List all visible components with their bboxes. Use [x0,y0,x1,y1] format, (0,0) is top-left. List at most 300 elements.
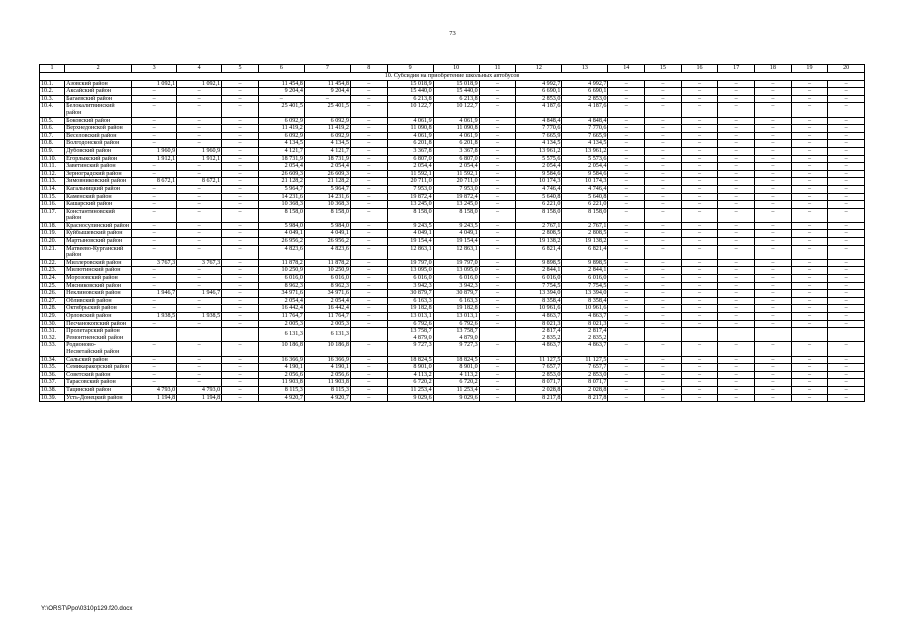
value-cell: – [828,117,865,125]
value-cell: 6 213,8 [387,95,433,103]
value-cell: – [791,282,828,290]
value-cell: – [222,259,259,267]
value-cell: – [755,267,792,275]
value-cell: 8 158,0 [387,208,433,222]
value-cell: – [608,290,645,298]
value-cell: – [791,379,828,387]
value-cell: 13 013,1 [387,313,433,321]
value-cell: – [350,386,387,394]
value-cell: – [755,290,792,298]
value-cell: – [222,364,259,372]
value-cell: 5 984,0 [304,222,350,230]
value-cell: 1 194,8 [177,394,222,402]
value-cell: – [828,185,865,193]
value-cell: – [132,371,177,379]
district-name-cell: Тацинский район [65,386,132,394]
value-cell: – [645,313,682,321]
value-cell: – [718,320,755,328]
value-cell [645,328,682,342]
value-cell: – [791,259,828,267]
value-cell: – [755,379,792,387]
value-cell: – [755,117,792,125]
value-cell: 10 174,3 [516,178,562,186]
value-cell: – [479,313,516,321]
table-row [40,222,865,230]
value-cell: – [608,178,645,186]
value-cell: – [479,245,516,259]
document-file-path: Y:\ORST\Ppo\0310p129.f20.docx [41,605,133,612]
value-cell: – [718,290,755,298]
value-cell: – [479,238,516,246]
value-cell: – [645,230,682,238]
value-cell: – [350,103,387,117]
value-cell: 13 961,2 [562,147,608,155]
value-cell: – [828,222,865,230]
value-cell: – [177,379,222,387]
value-cell: 2 853,0 [516,95,562,103]
value-cell: – [791,364,828,372]
value-cell: 1 912,1 [177,155,222,163]
value-cell: 6 201,8 [433,140,479,148]
value-cell: 4 823,6 [258,245,304,259]
value-cell: 3 942,3 [433,282,479,290]
value-cell: – [479,275,516,283]
value-cell: – [791,208,828,222]
value-cell: 5 640,8 [516,193,562,201]
value-cell: – [755,125,792,133]
value-cell: – [608,371,645,379]
value-cell: 6 792,6 [387,320,433,328]
value-cell: – [645,394,682,402]
table-row [40,230,865,238]
value-cell: – [755,305,792,313]
table-row [40,386,865,394]
section-title-row [40,73,865,81]
value-cell: – [718,222,755,230]
value-cell: 1 946,7 [177,290,222,298]
value-cell: – [645,155,682,163]
value-cell: 6 720,2 [387,379,433,387]
value-cell: – [645,222,682,230]
district-name-cell: Боковский район [65,117,132,125]
value-cell: – [645,178,682,186]
value-cell [479,328,516,342]
value-cell: 6 807,0 [433,155,479,163]
value-cell: 8 158,0 [433,208,479,222]
value-cell: 4 134,5 [258,140,304,148]
value-cell: – [479,155,516,163]
value-cell: – [791,170,828,178]
district-name-cell: Морозовский район [65,275,132,283]
value-cell: 10 122,7 [387,103,433,117]
table-row [40,201,865,209]
row-number-cell: 10.25. [40,282,65,290]
value-cell: 1 946,7 [132,290,177,298]
value-cell: 34 971,6 [258,290,304,298]
district-name-cell: Милютинский район [65,267,132,275]
value-cell: – [177,117,222,125]
value-cell: – [479,185,516,193]
value-cell: – [645,147,682,155]
value-cell: – [718,297,755,305]
value-cell: 6 213,8 [433,95,479,103]
district-name-cell: Азовский район [65,80,132,88]
value-cell: – [645,342,682,356]
value-cell: – [177,238,222,246]
value-cell: 13 394,0 [562,290,608,298]
value-cell: 11 903,8 [258,379,304,387]
row-number-cell: 10.6. [40,125,65,133]
value-cell: 9 204,4 [304,88,350,96]
value-cell: 11 592,1 [387,170,433,178]
value-cell: 6 221,0 [562,201,608,209]
value-cell: – [681,178,718,186]
district-name-cell: Веселовский район [65,132,132,140]
value-cell: 1 938,5 [132,313,177,321]
value-cell: – [645,201,682,209]
value-cell: – [177,208,222,222]
value-cell: 7 665,9 [562,132,608,140]
value-cell: – [645,163,682,171]
value-cell: – [828,245,865,259]
value-cell: 7 657,7 [516,364,562,372]
value-cell: – [479,201,516,209]
value-cell: – [828,386,865,394]
value-cell: – [755,394,792,402]
row-number-cell: 10.29. [40,313,65,321]
value-cell: 9 898,5 [516,259,562,267]
value-cell [177,328,222,342]
table-row [40,132,865,140]
value-cell: – [608,163,645,171]
value-cell: – [755,238,792,246]
value-cell: 7 665,9 [516,132,562,140]
value-cell: – [681,80,718,88]
value-cell: – [755,95,792,103]
value-cell: – [681,305,718,313]
value-cell: – [222,132,259,140]
value-cell: – [350,222,387,230]
value-cell: – [718,147,755,155]
value-cell: – [479,371,516,379]
row-number-cell [40,328,65,342]
row-number-cell: 10.30. [40,320,65,328]
value-cell: – [755,282,792,290]
value-cell: – [177,185,222,193]
value-cell: – [645,282,682,290]
value-cell: – [718,386,755,394]
value-cell: – [132,356,177,364]
value-cell: – [479,95,516,103]
value-cell: – [222,297,259,305]
value-cell: 11 903,8 [304,379,350,387]
value-cell: – [222,155,259,163]
value-cell: 11 878,2 [258,259,304,267]
value-cell: 11 090,8 [387,125,433,133]
value-cell: 2 853,0 [562,95,608,103]
value-cell: 18 824,5 [387,356,433,364]
value-cell: 6 163,3 [387,297,433,305]
value-cell: 13 394,0 [516,290,562,298]
value-cell: – [791,201,828,209]
value-cell: 19 872,4 [387,193,433,201]
value-cell: – [755,155,792,163]
row-number-cell: 10.21. [40,245,65,259]
value-cell: 26 956,2 [304,238,350,246]
value-cell: – [681,238,718,246]
value-cell: – [791,386,828,394]
value-cell: – [177,364,222,372]
value-cell: 6 690,1 [516,88,562,96]
value-cell: – [608,245,645,259]
value-cell: 5 575,6 [516,155,562,163]
value-cell: – [222,163,259,171]
table-body [40,73,865,402]
value-cell: – [755,140,792,148]
value-cell: – [828,364,865,372]
value-cell: 3 367,8 [433,147,479,155]
row-number-cell: 10.26. [40,290,65,298]
district-name-cell: Волгодонской район [65,140,132,148]
value-cell: – [350,80,387,88]
value-cell: 2 054,4 [258,297,304,305]
value-cell: – [755,245,792,259]
value-cell: – [479,147,516,155]
district-name-cell: Белокалитвинский район [65,103,132,117]
value-cell: – [222,117,259,125]
value-cell: – [791,394,828,402]
value-cell: 9 898,5 [562,259,608,267]
value-cell: – [828,140,865,148]
value-cell: 8 115,3 [258,386,304,394]
value-cell: – [718,342,755,356]
value-cell: – [681,208,718,222]
value-cell: – [718,170,755,178]
row-number-cell: 10.39. [40,394,65,402]
value-cell: – [222,201,259,209]
value-cell: – [177,245,222,259]
value-cell: – [222,238,259,246]
value-cell: – [177,163,222,171]
value-cell: – [718,80,755,88]
value-cell: – [681,386,718,394]
value-cell: – [222,379,259,387]
column-number-header: 14 [608,65,645,73]
value-cell: – [828,132,865,140]
district-name-cell: Родионово-Несветайский район [65,342,132,356]
value-cell: 16 366,9 [304,356,350,364]
value-cell: 9 727,3 [387,342,433,356]
district-name-cell [65,328,132,342]
value-cell: 4 187,6 [562,103,608,117]
value-cell: 13 013,1 [433,313,479,321]
value-cell: 10 961,6 [516,305,562,313]
value-cell: – [718,178,755,186]
value-cell: – [479,259,516,267]
table-row [40,170,865,178]
value-cell: – [791,193,828,201]
row-number-cell: 10.22. [40,259,65,267]
value-cell: – [681,95,718,103]
value-cell: – [645,245,682,259]
row-number-cell: 10.13. [40,178,65,186]
district-name-cell: Октябрьский район [65,305,132,313]
value-cell: – [132,364,177,372]
value-cell: – [222,222,259,230]
value-cell: – [222,394,259,402]
value-cell: – [718,356,755,364]
value-cell: 2 808,5 [516,230,562,238]
district-name-cell: Обливский район [65,297,132,305]
value-cell: – [479,163,516,171]
row-number-cell: 10.5. [40,117,65,125]
value-cell: 10 250,9 [304,267,350,275]
column-number-header: 4 [177,65,222,73]
value-cell: – [645,95,682,103]
value-cell: – [681,394,718,402]
district-name-cell: Мясниковский район [65,282,132,290]
value-cell: 9 727,3 [433,342,479,356]
column-number-header: 20 [828,65,865,73]
value-cell: – [681,193,718,201]
value-cell: – [718,132,755,140]
value-cell-line: 4 879,0 [459,334,478,341]
value-cell: – [718,371,755,379]
value-cell: – [718,125,755,133]
value-cell-line: 2 835,2 [588,334,607,341]
value-cell: 8 021,3 [562,320,608,328]
row-number-cell: 10.38. [40,386,65,394]
value-cell: 14 231,6 [304,193,350,201]
value-cell: – [132,170,177,178]
value-cell [681,328,718,342]
value-cell: – [681,155,718,163]
value-cell: – [608,356,645,364]
value-cell: 4 823,6 [304,245,350,259]
value-cell: 10 368,3 [304,201,350,209]
value-cell: – [608,238,645,246]
value-cell: 11 419,2 [304,125,350,133]
value-cell: – [479,193,516,201]
value-cell: 4 863,7 [562,342,608,356]
table-row [40,356,865,364]
value-cell: 4 049,1 [258,230,304,238]
value-cell: – [681,222,718,230]
row-number-cell: 10.15. [40,193,65,201]
value-cell: 4 848,4 [562,117,608,125]
value-cell: 6 016,0 [387,275,433,283]
value-cell: 4 863,7 [516,313,562,321]
value-cell: – [791,230,828,238]
row-number-cell: 10.19. [40,230,65,238]
value-cell: – [828,208,865,222]
value-cell: 5 964,7 [304,185,350,193]
value-cell: – [755,103,792,117]
value-cell: – [350,356,387,364]
column-number-header: 12 [516,65,562,73]
column-number-header: 6 [258,65,304,73]
column-number-header: 15 [645,65,682,73]
value-cell: – [755,208,792,222]
district-name-cell: Усть-Донецкий район [65,394,132,402]
value-cell: – [222,386,259,394]
value-cell: 9 243,5 [387,222,433,230]
value-cell: 2 808,5 [562,230,608,238]
value-cell: – [350,297,387,305]
value-cell: 6 720,2 [433,379,479,387]
value-cell: – [350,379,387,387]
value-cell: 8 115,3 [304,386,350,394]
value-cell: – [828,320,865,328]
value-cell: – [479,178,516,186]
value-cell: – [828,80,865,88]
table-row [40,259,865,267]
value-cell: 2 005,3 [304,320,350,328]
table-row [40,320,865,328]
column-number-header: 9 [387,65,433,73]
value-cell: – [177,103,222,117]
value-cell: 11 127,5 [516,356,562,364]
value-cell: 2 853,0 [516,371,562,379]
value-cell: 6 092,9 [258,117,304,125]
value-cell: – [608,201,645,209]
value-cell: – [718,193,755,201]
value-cell: 15 018,9 [387,80,433,88]
value-cell: – [681,132,718,140]
value-cell: 4 992,7 [562,80,608,88]
value-cell: 6 163,3 [433,297,479,305]
value-cell: 30 879,7 [433,290,479,298]
value-cell: – [479,342,516,356]
value-cell: 9 584,6 [562,170,608,178]
value-cell: – [755,320,792,328]
column-number-header: 7 [304,65,350,73]
value-cell: 4 134,5 [562,140,608,148]
table-row [40,193,865,201]
table-row [40,290,865,298]
value-cell: – [828,193,865,201]
table-row [40,379,865,387]
value-cell: – [681,125,718,133]
value-cell: 21 128,2 [304,178,350,186]
row-number-cell: 10.24. [40,275,65,283]
value-cell [718,328,755,342]
value-cell: – [479,222,516,230]
column-number-header-row [40,65,865,73]
value-cell: 7 754,5 [516,282,562,290]
value-cell: – [132,132,177,140]
value-cell: – [645,297,682,305]
value-cell: – [645,117,682,125]
value-cell: – [479,170,516,178]
value-cell: 13 095,0 [387,267,433,275]
row-number-cell: 10.1. [40,80,65,88]
table-row [40,342,865,356]
value-cell: – [132,95,177,103]
value-cell [433,328,479,342]
value-cell: 8 672,1 [132,178,177,186]
district-name-cell: Куйбышевский район [65,230,132,238]
district-name-cell: Каменский район [65,193,132,201]
value-cell: 4 848,4 [516,117,562,125]
table-row [40,103,865,117]
value-cell: – [681,342,718,356]
value-cell [350,328,387,342]
value-cell: 1 912,1 [132,155,177,163]
value-cell: – [681,88,718,96]
value-cell: 9 584,6 [516,170,562,178]
value-cell: – [222,170,259,178]
